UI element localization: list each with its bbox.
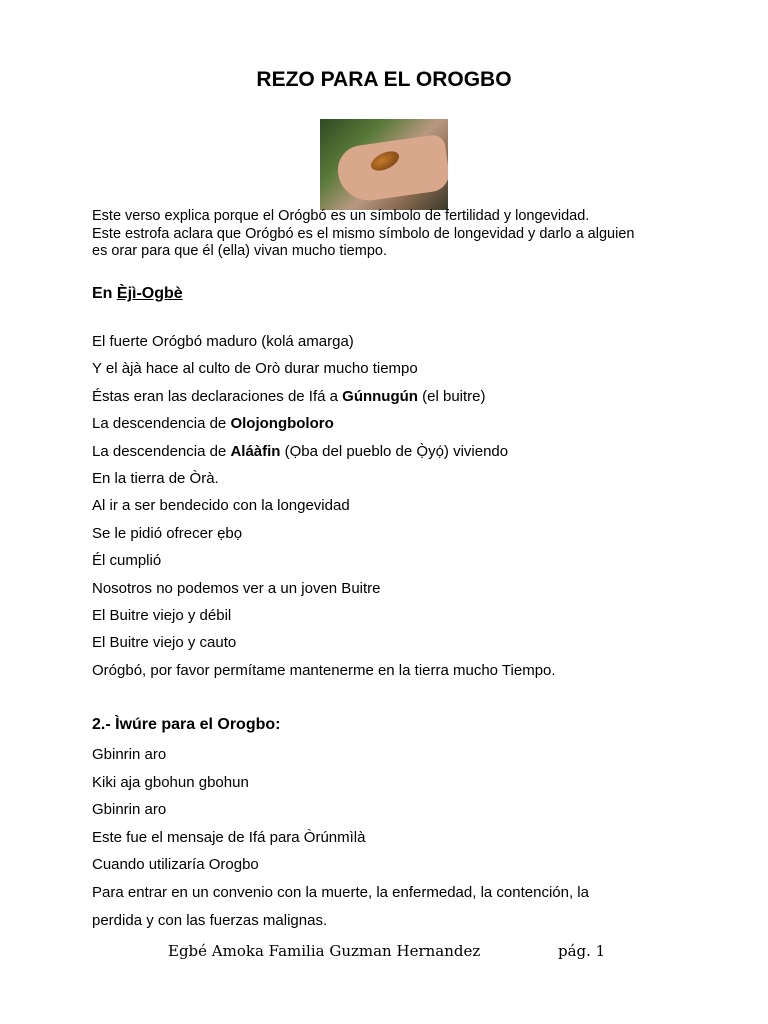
verse-line: La descendencia de Aláàfin (Ọba del pueblo de Ọ̀yọ́) viviendo	[92, 442, 509, 460]
footer-text: Egbé Amoka Familia Guzman Hernandez	[168, 942, 481, 960]
verse-line: Gbinrin aro	[92, 801, 167, 819]
bold-name: Olojongboloro	[230, 415, 334, 433]
verse2	[92, 741, 692, 934]
verse-line: Orógbó, por favor permítame mantenerme en la tierra mucho Tiempo.	[92, 661, 556, 679]
verse-line: La descendencia de Olojongboloro	[92, 415, 334, 433]
verse-line: Para entrar en un convenio con la muerte, la enfermedad, la contención, la	[92, 883, 589, 901]
orogbo-photo	[320, 119, 448, 210]
verse-line: El Buitre viejo y cauto	[92, 634, 237, 652]
verse-line: Y el àjà hace al culto de Orò durar mucho tiempo	[92, 360, 418, 378]
bold-name: Aláàfin	[230, 442, 281, 460]
verse-line: Este fue el mensaje de Ifá para Òrúnmìlà	[92, 828, 366, 846]
verse-line: En la tierra de Òrà.	[92, 469, 219, 487]
verse-line: Al ir a ser bendecido con la longevidad	[92, 497, 350, 515]
hand-shape	[335, 134, 448, 205]
verse-line: perdida y con las fuerzas malignas.	[92, 911, 328, 929]
verse-line: Se le pidió ofrecer ẹbọ	[92, 524, 243, 542]
intro-line: Este estrofa aclara que Orógbó es el mismo símbolo de longevidad y darlo a alguien	[92, 225, 635, 242]
section1-heading	[92, 285, 183, 303]
verse-line: Nosotros no podemos ver a un joven Buitre	[92, 579, 381, 597]
section2-heading: 2.- Ìwúre para el Orogbo:	[92, 716, 281, 733]
verse-line: Kiki aja gbohun gbohun	[92, 773, 249, 791]
verse-line: El fuerte Orógbó maduro (kolá amarga)	[92, 333, 354, 350]
intro-line: es orar para que él (ella) vivan mucho tiempo.	[92, 243, 387, 259]
verse-line: El Buitre viejo y débil	[92, 606, 232, 624]
document-title: REZO PARA EL OROGBO	[256, 68, 512, 91]
bold-name: Gúnnugún	[342, 387, 418, 405]
page-footer	[168, 942, 606, 960]
section1-prefix: En	[92, 285, 117, 302]
verse-line: Cuando utilizaría Orogbo	[92, 856, 259, 874]
verse-line: Éstas eran las declaraciones de Ifá a Gúnnugún (el buitre)	[92, 387, 486, 405]
intro-line: Este verso explica porque el Orógbó es un símbolo de fertilidad y longevidad.	[92, 208, 590, 224]
section1-odu: Èjì-Ogbè	[116, 285, 183, 302]
verse-line: Gbinrin aro	[92, 746, 167, 763]
verse1	[92, 328, 692, 684]
page-number: pág. 1	[558, 942, 606, 960]
verse-line: Él cumplió	[92, 552, 162, 570]
intro-paragraph	[92, 208, 692, 261]
